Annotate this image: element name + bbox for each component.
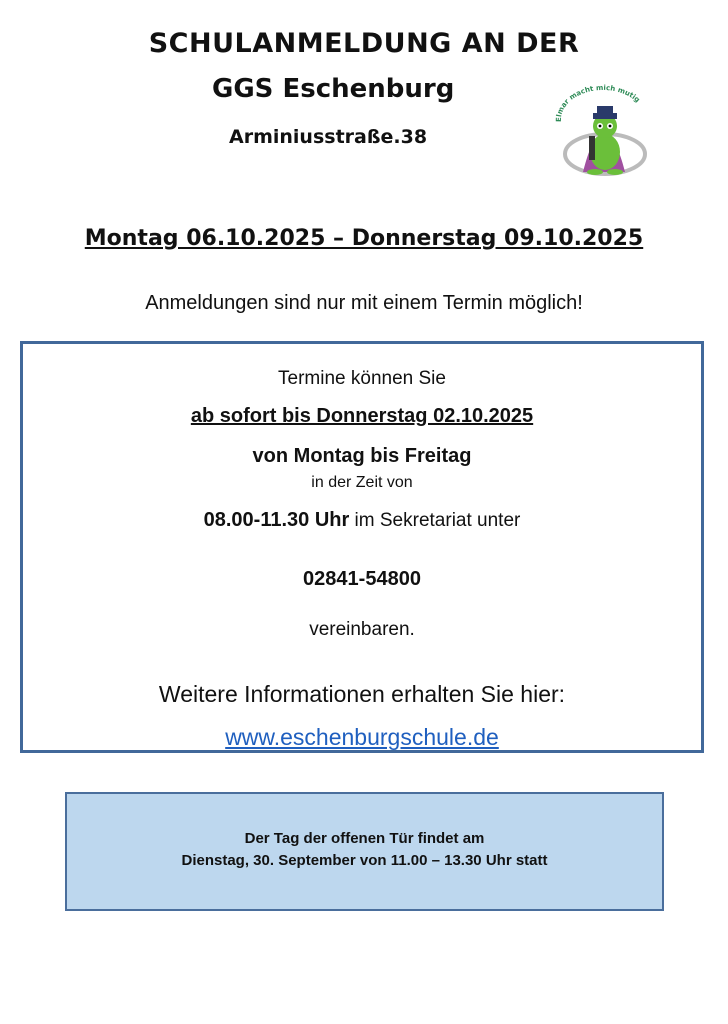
info-hours-rest: im Sekretariat unter (349, 510, 521, 531)
logo-text: Elmar macht mich mutig (554, 83, 642, 123)
info-deadline: ab sofort bis Donnerstag 02.10.2025 (190, 405, 534, 427)
appointment-notice: Anmeldungen sind nur mit einem Termin möglich! (145, 292, 583, 314)
info-hours-time: 08.00-11.30 Uhr (203, 509, 350, 531)
info-line-7: vereinbaren. (309, 619, 415, 640)
phone-number: 02841-54800 (303, 568, 421, 590)
open-day-box (65, 792, 664, 911)
more-info-text: Weitere Informationen erhalten Sie hier: (158, 681, 566, 707)
info-hours (23, 509, 701, 532)
info-line-1: Termine können Sie (278, 368, 446, 389)
school-logo (553, 82, 653, 182)
open-day-line-1: Der Tag der offenen Tür findet am (244, 830, 485, 847)
open-day-line-2: Dienstag, 30. September von 11.00 – 13.30 Uhr statt (181, 852, 548, 869)
registration-dates: Montag 06.10.2025 – Donnerstag 09.10.2025 (84, 226, 644, 251)
info-line-4: in der Zeit von (311, 474, 413, 491)
appointment-info-box (20, 341, 704, 753)
school-name: GGS Eschenburg (212, 74, 455, 104)
info-days: von Montag bis Freitag (252, 445, 472, 467)
school-address: Arminiusstraße.38 (229, 126, 428, 148)
page-title: SCHULANMELDUNG AN DER (148, 28, 580, 59)
website-link[interactable]: www.eschenburgschule.de (225, 724, 499, 750)
